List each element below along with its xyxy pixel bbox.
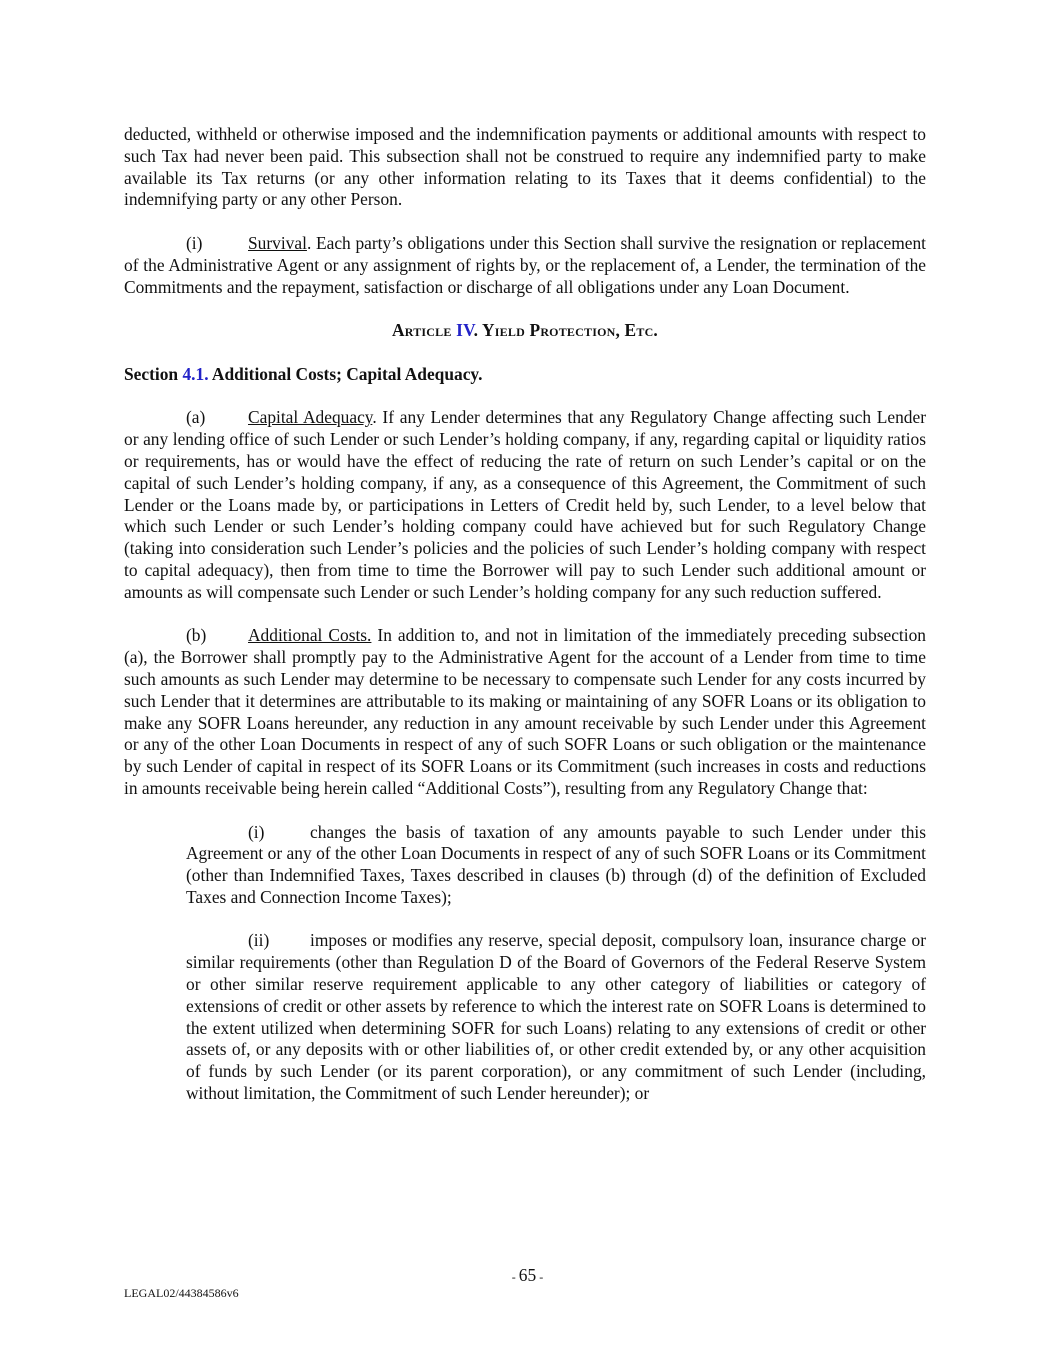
paragraph-additional-costs (124, 625, 926, 799)
subclause-ii (186, 930, 926, 1104)
paragraph-survival (124, 233, 926, 298)
clause-title: Additional Costs. (248, 625, 372, 646)
subclause-i (186, 822, 926, 909)
clause-label: (a) (186, 407, 206, 428)
clause-label: (b) (186, 625, 207, 646)
paragraph-capital-adequacy (124, 407, 926, 603)
clause-title: Capital Adequacy (248, 407, 373, 428)
subclause-text: changes the basis of taxation of any amounts payable to such Lender under this Agreement or any of the other Loan Documents in respect of any of such SOFR Loans or its Commitment (other than Indemnified Taxes, Taxes described in clauses (b) through (d) of the definition of Excluded Taxes and Connection Income Taxes); (186, 821, 926, 907)
clause-text: . If any Lender determines that any Regulatory Change affecting such Lender or any lending office of such Lender or such Lender’s holding company, if any, regarding capital or liquidity ratios or requirements, has or would have the effect of reducing the rate of return on such Lender’s capital or on the capital of such Lender’s holding company, if any, as a consequence of this Agreement, the Commitment of such Lender or the Loans made by, or participations in Letters of Credit held by, such Lender, to a level below that which such Lender or such Lender’s holding company could have achieved but for such Regulatory Change (taking into consideration such Lender’s policies and the policies of such Lender’s holding company with respect to capital adequacy), then from time to time the Borrower will pay to such Lender such additional amount or amounts as will compensate such Lender or such Lender’s holding company for any such reduction suffered. (124, 407, 926, 602)
clause-text: . Each party’s obligations under this Section shall survive the resignation or replacement of the Administrative Agent or any assignment of rights by, or the replacement of, a Lender, the termination of the Commitments and the repayment, satisfaction or discharge of all obligations under any Loan Document. (124, 232, 926, 297)
page-number-dash: - (536, 1270, 544, 1284)
subclause-text: imposes or modifies any reserve, special deposit, compulsory loan, insurance charge or similar requirements (other than Regulation D of the Board of Governors of the Federal Reserve System or other similar reserve requirement applicable to any other category of liabilities or category of extensions of credit or other assets by reference to which the interest rate on SOFR Loans is determined to the extent utilized when determining SOFR for such Loans) relating to any extensions of credit or other assets of, or any deposits with or other liabilities of, or other credit extended by, or any other acquisition of funds by such Lender (or its parent corporation), or any commitment of such Lender (including, without limitation, the Commitment of such Lender hereunder); or (186, 930, 926, 1104)
paragraph-continuation: deducted, withheld or otherwise imposed and the indemnification payments or additional amounts with respect to such Tax had never been paid. This subsection shall not be construed to require any indemnified party to make available its Tax returns (or any other information relating to its Taxes that it deems confidential) to the indemnifying party or any other Person. (124, 124, 926, 210)
document-body (124, 124, 926, 1105)
subclause-label: (i) (248, 821, 265, 842)
section-prefix: Section (124, 363, 183, 384)
article-prefix: Article (392, 320, 457, 341)
page-number-value: 65 (518, 1265, 537, 1285)
subclause-label: (ii) (248, 930, 270, 951)
section-title: Additional Costs; Capital Adequacy. (208, 363, 483, 384)
clause-text: In addition to, and not in limitation of the immediately preceding subsection (a), the Borrower shall promptly pay to the Administrative Agent for the account of a Lender from time to time such amounts as such Lender may determine to be necessary to compensate such Lender for any costs incurred by such Lender that it determines are attributable to its making or maintaining of any SOFR Loans or its obligation to make any SOFR Loans hereunder, any reduction in any amount receivable by such Lender under this Agreement or any of the other Loan Documents in respect of any of such SOFR Loans or such obligation or the maintenance by such Lender of capital in respect of its SOFR Loans or its Commitment (such increases in costs and reductions in amounts receivable being herein called “Additional Costs”), resulting from any Regulatory Change that: (124, 625, 926, 798)
document-id: LEGAL02/44384586v6 (124, 1286, 239, 1300)
page-number-dash: - (511, 1270, 519, 1284)
clause-label: (i) (186, 232, 203, 253)
clause-title: Survival (248, 232, 307, 253)
article-title: . Yield Protection, Etc. (473, 320, 658, 341)
section-number-link[interactable]: 4.1. (182, 363, 209, 384)
article-number-link[interactable]: IV (456, 320, 474, 341)
section-heading (124, 364, 926, 386)
article-heading (124, 320, 926, 342)
